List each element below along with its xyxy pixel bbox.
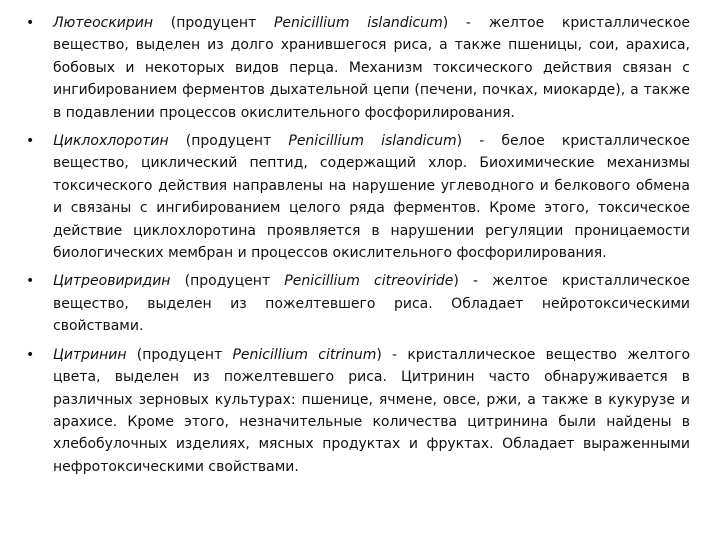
- producer-prefix: (продуцент: [170, 273, 285, 290]
- bullet-marker: •: [26, 133, 35, 150]
- toxin-name: Циклохлоротин: [53, 133, 169, 150]
- toxin-description: ) - желтое кристаллическое вещество, выделен из долго хранившегося риса, а также пшеницы, сои, арахиса, бобовых и некоторых видов перца. Механизм токсического действия связан с ингибированием ферментов дыхательной цепи (печени, почках, миокарде), а также в подавлении процессов окислительного фосфорилирования.: [53, 15, 690, 121]
- toxin-description: ) - белое кристаллическое вещество, циклический пептид, содержащий хлор. Биохимические механизмы токсического действия направлены на нарушение углеводного и белкового обмена и связаны с ингибированием целого ряда ферментов. Кроме этого, токсическое действие циклохлоротина проявляется в нарушении регуляции проницаемости биологических мембран и процессов окислительного фосфорилирования.: [53, 133, 690, 262]
- producer-prefix: (продуцент: [168, 133, 289, 150]
- producer-species: Penicillium citreoviride: [284, 273, 454, 290]
- bullet-item-cyclochlorotine: [26, 130, 690, 264]
- toxin-description: ) - кристаллическое вещество желтого цвета, выделен из пожелтевшего риса. Цитринин часто обнаруживается в различных зерновых культурах: пшенице, ячмене, овсе, ржи, а также в кукурузе и арахисе. Кроме этого, незначительные количества цитринина были найдены в хлебобулочных изделиях, мясных продуктах и фруктах. Обладает выраженными нефротоксическими свойствами.: [53, 346, 691, 475]
- producer-prefix: (продуцент: [153, 15, 274, 31]
- toxin-name: Цитреовиридин: [53, 273, 171, 290]
- producer-species: Penicillium islandicum: [288, 133, 457, 150]
- bullet-item-citrinin: [26, 344, 690, 478]
- bullet-marker: •: [26, 15, 35, 31]
- bullet-marker: •: [26, 346, 35, 363]
- slide-content: [26, 12, 690, 484]
- toxin-name: Лютеоскирин: [53, 15, 154, 31]
- producer-species: Penicillium islandicum: [273, 15, 443, 31]
- bullet-item-citreoviridin: [26, 270, 690, 337]
- bullet-marker: •: [26, 273, 35, 290]
- toxin-name: Цитринин: [53, 346, 127, 363]
- bullet-item-luteoskyrin: [26, 12, 690, 124]
- producer-prefix: (продуцент: [126, 346, 233, 363]
- toxin-description: ) - желтое кристаллическое вещество, выделен из пожелтевшего риса. Обладает нейротоксическими свойствами.: [53, 273, 690, 335]
- producer-species: Penicillium citrinum: [232, 346, 377, 363]
